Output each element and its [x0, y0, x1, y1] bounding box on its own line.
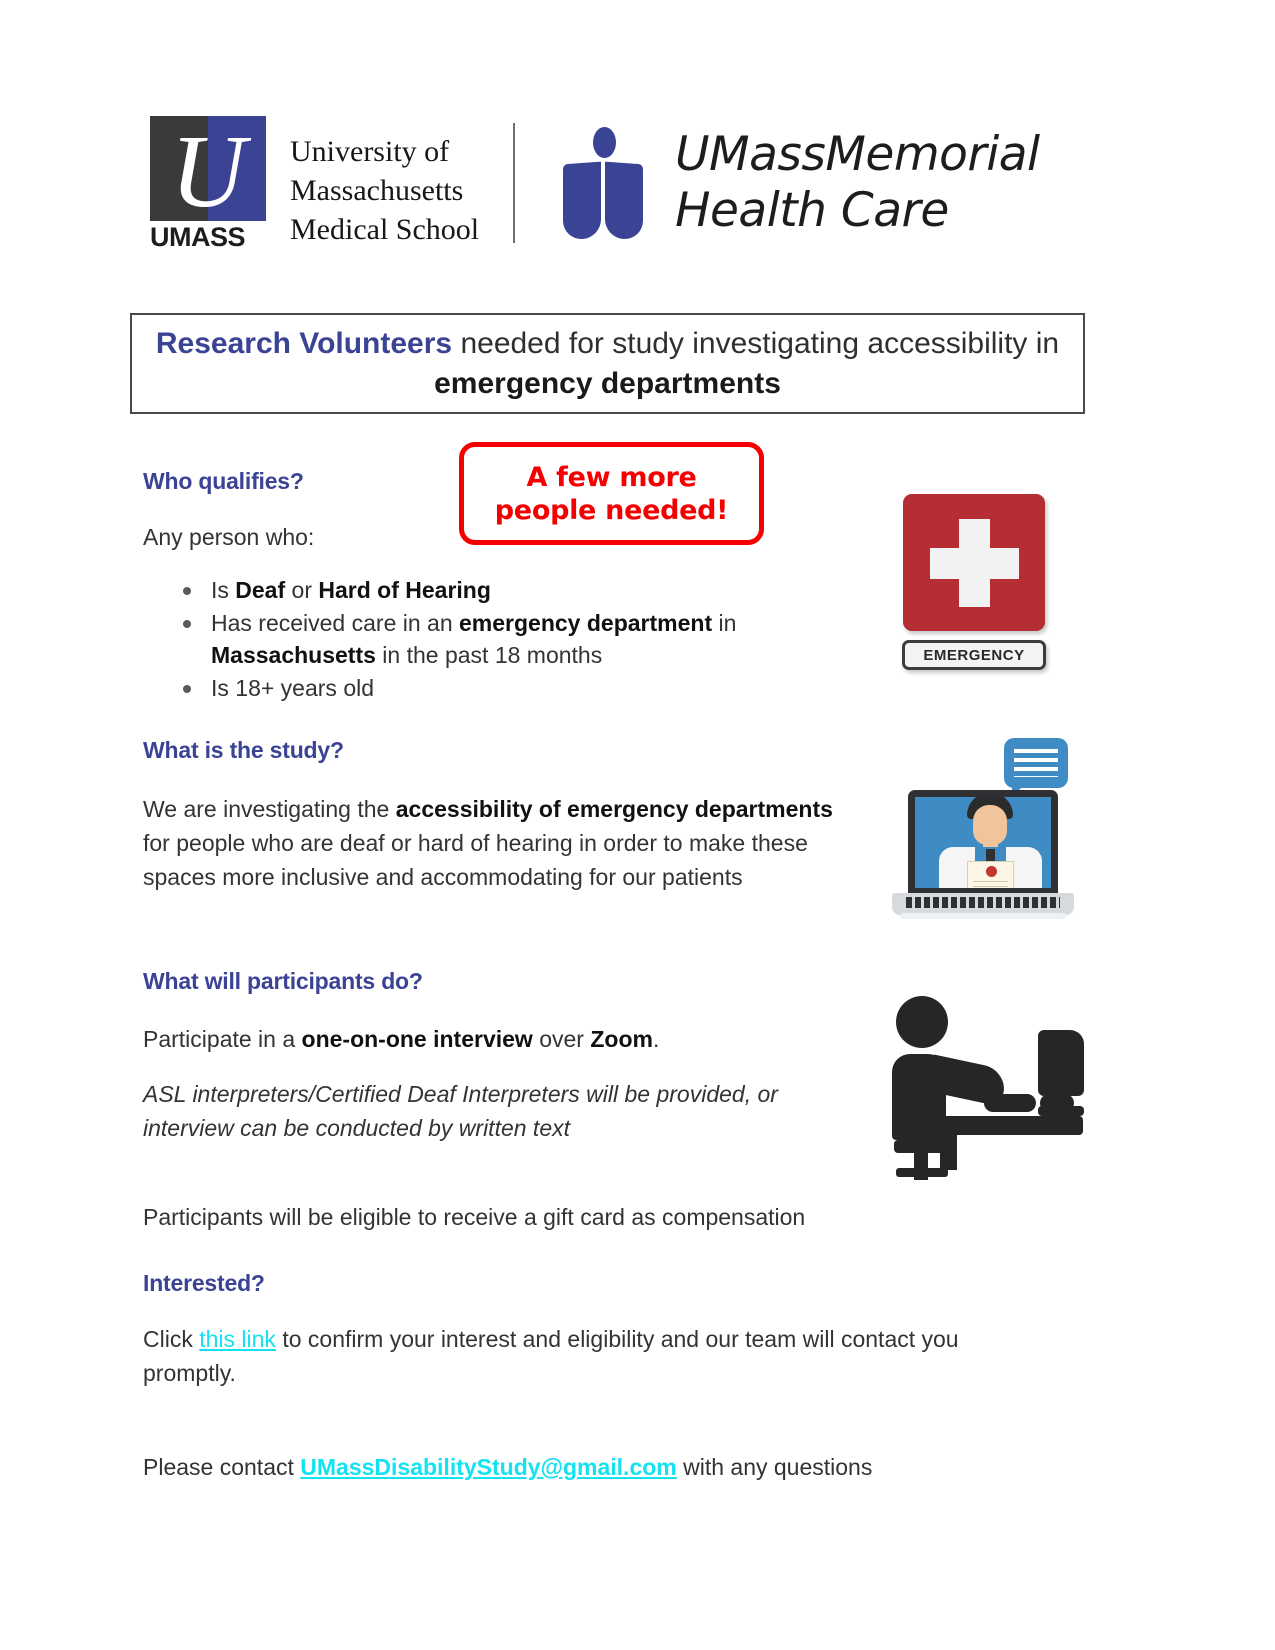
umass-medical-school-logo — [150, 113, 480, 252]
callout-a-few-more-people-needed — [459, 442, 764, 545]
telehealth-doctor-laptop-icon — [900, 738, 1085, 923]
who-qualifies-bullet-list — [143, 574, 907, 705]
study-tail: for people who are deaf or hard of hearing in order to make these spaces more inclusive and accommodating for our patients — [143, 830, 808, 890]
headline-accent: Research Volunteers — [155, 326, 453, 360]
participants-bold-1: one-on-one interview — [301, 1026, 533, 1052]
monitor-base — [1038, 1106, 1084, 1116]
bullet-mid: or — [285, 577, 319, 603]
section-heading-interested: Interested? — [143, 1270, 265, 1296]
headline-box — [130, 313, 1085, 414]
bullet-bold-2: Hard of Hearing — [318, 577, 491, 603]
keyboard-shape — [984, 1094, 1036, 1112]
bullet-tail: in the past 18 months — [375, 642, 603, 668]
chair-foot — [896, 1168, 948, 1177]
section-heading-what-is-the-study: What is the study? — [143, 737, 344, 763]
participants-bold-2: Zoom — [590, 1026, 653, 1052]
logo-header — [150, 108, 1100, 258]
figure-body-right — [605, 162, 643, 241]
emergency-cross-horizontal — [930, 548, 1019, 579]
interested-tail: to confirm your interest and eligibility and our team will contact you promptly. — [143, 1326, 959, 1386]
bullet-pre: Is 18+ years old — [211, 675, 375, 701]
umass-wordmark: UMASS — [150, 221, 246, 252]
clipboard-icon — [967, 861, 1014, 888]
umass-logo-line1: University of — [290, 134, 450, 168]
interested-instructions — [143, 1322, 1043, 1390]
participants-interpreter-note: ASL interpreters/Certified Deaf Interpreters will be provided, or interview can be conducted by written text — [143, 1081, 778, 1141]
clipboard-lines — [973, 881, 1008, 888]
callout-line2: people needed! — [494, 494, 729, 526]
interested-pre: Click — [143, 1326, 200, 1352]
this-link-hyperlink[interactable]: this link — [199, 1326, 276, 1352]
umass-memorial-logo-text — [675, 127, 1039, 239]
emergency-caption-text: EMERGENCY — [923, 646, 1025, 664]
contact-tail: with any questions — [676, 1454, 873, 1480]
laptop-screen — [908, 790, 1058, 895]
clipboard-medical-cross — [986, 866, 997, 877]
who-qualifies-intro: Any person who: — [143, 524, 315, 550]
emergency-sign-icon — [903, 494, 1045, 674]
callout-line1: A few more — [526, 461, 697, 493]
section-heading-what-will-participants-do: What will participants do? — [143, 968, 423, 994]
figure-head — [593, 127, 616, 158]
person-at-computer-desk-icon — [888, 990, 1083, 1170]
bullet-bold-1: Deaf — [235, 577, 286, 603]
umass-memorial-line1: UMassMemorial — [675, 127, 1040, 182]
emergency-sign-caption — [902, 640, 1046, 670]
study-description — [143, 792, 863, 894]
umass-logo-line2: Massachusetts — [290, 173, 464, 207]
speech-bubble-icon — [1004, 738, 1068, 788]
contact-email-hyperlink[interactable]: UMassDisabilityStudy@gmail.com — [300, 1454, 677, 1480]
umass-logo-text — [290, 116, 479, 249]
participants-pre: Participate in a — [143, 1026, 302, 1052]
person-head — [896, 996, 948, 1048]
laptop-screen-inner — [915, 797, 1051, 888]
desk-top — [940, 1116, 1083, 1135]
umass-u-mark-icon — [150, 113, 278, 252]
umass-memorial-health-care-logo — [557, 123, 1039, 243]
participants-mid: over — [532, 1026, 591, 1052]
contact-pre: Please contact — [143, 1454, 301, 1480]
speech-bubble-lines — [1014, 749, 1058, 777]
headline-middle: needed for study investigating accessibility in — [452, 326, 1060, 360]
figure-body-left — [563, 162, 601, 241]
bullet-pre: Is — [211, 577, 236, 603]
umass-mark-letter: U — [170, 113, 246, 229]
umass-logo-line3: Medical School — [290, 212, 480, 246]
headline-bold-tail: emergency departments — [434, 366, 781, 400]
list-item — [177, 672, 907, 704]
compensation-note: Participants will be eligible to receive a gift card as compensation — [143, 1204, 806, 1230]
bullet-bold-1: emergency department — [459, 610, 713, 636]
contact-email-line — [143, 1450, 1063, 1484]
participants-description — [143, 1022, 873, 1056]
laptop-base-shadow — [900, 913, 1066, 919]
monitor-shape — [1038, 1030, 1084, 1096]
logo-divider — [513, 123, 515, 243]
laptop-keyboard — [892, 893, 1074, 915]
umass-memorial-line2: Health Care — [675, 183, 949, 238]
participants-tail: . — [652, 1026, 660, 1052]
umass-memorial-figure-icon — [557, 123, 649, 243]
bullet-mid: in — [712, 610, 737, 636]
bullet-pre: Has received care in an — [211, 610, 460, 636]
study-bold: accessibility of emergency departments — [395, 796, 833, 822]
study-pre: We are investigating the — [143, 796, 396, 822]
section-heading-who-qualifies: Who qualifies? — [143, 468, 304, 494]
bullet-bold-2: Massachusetts — [211, 642, 376, 668]
list-item — [177, 607, 907, 671]
list-item — [177, 574, 907, 606]
headline-text — [132, 324, 1083, 404]
